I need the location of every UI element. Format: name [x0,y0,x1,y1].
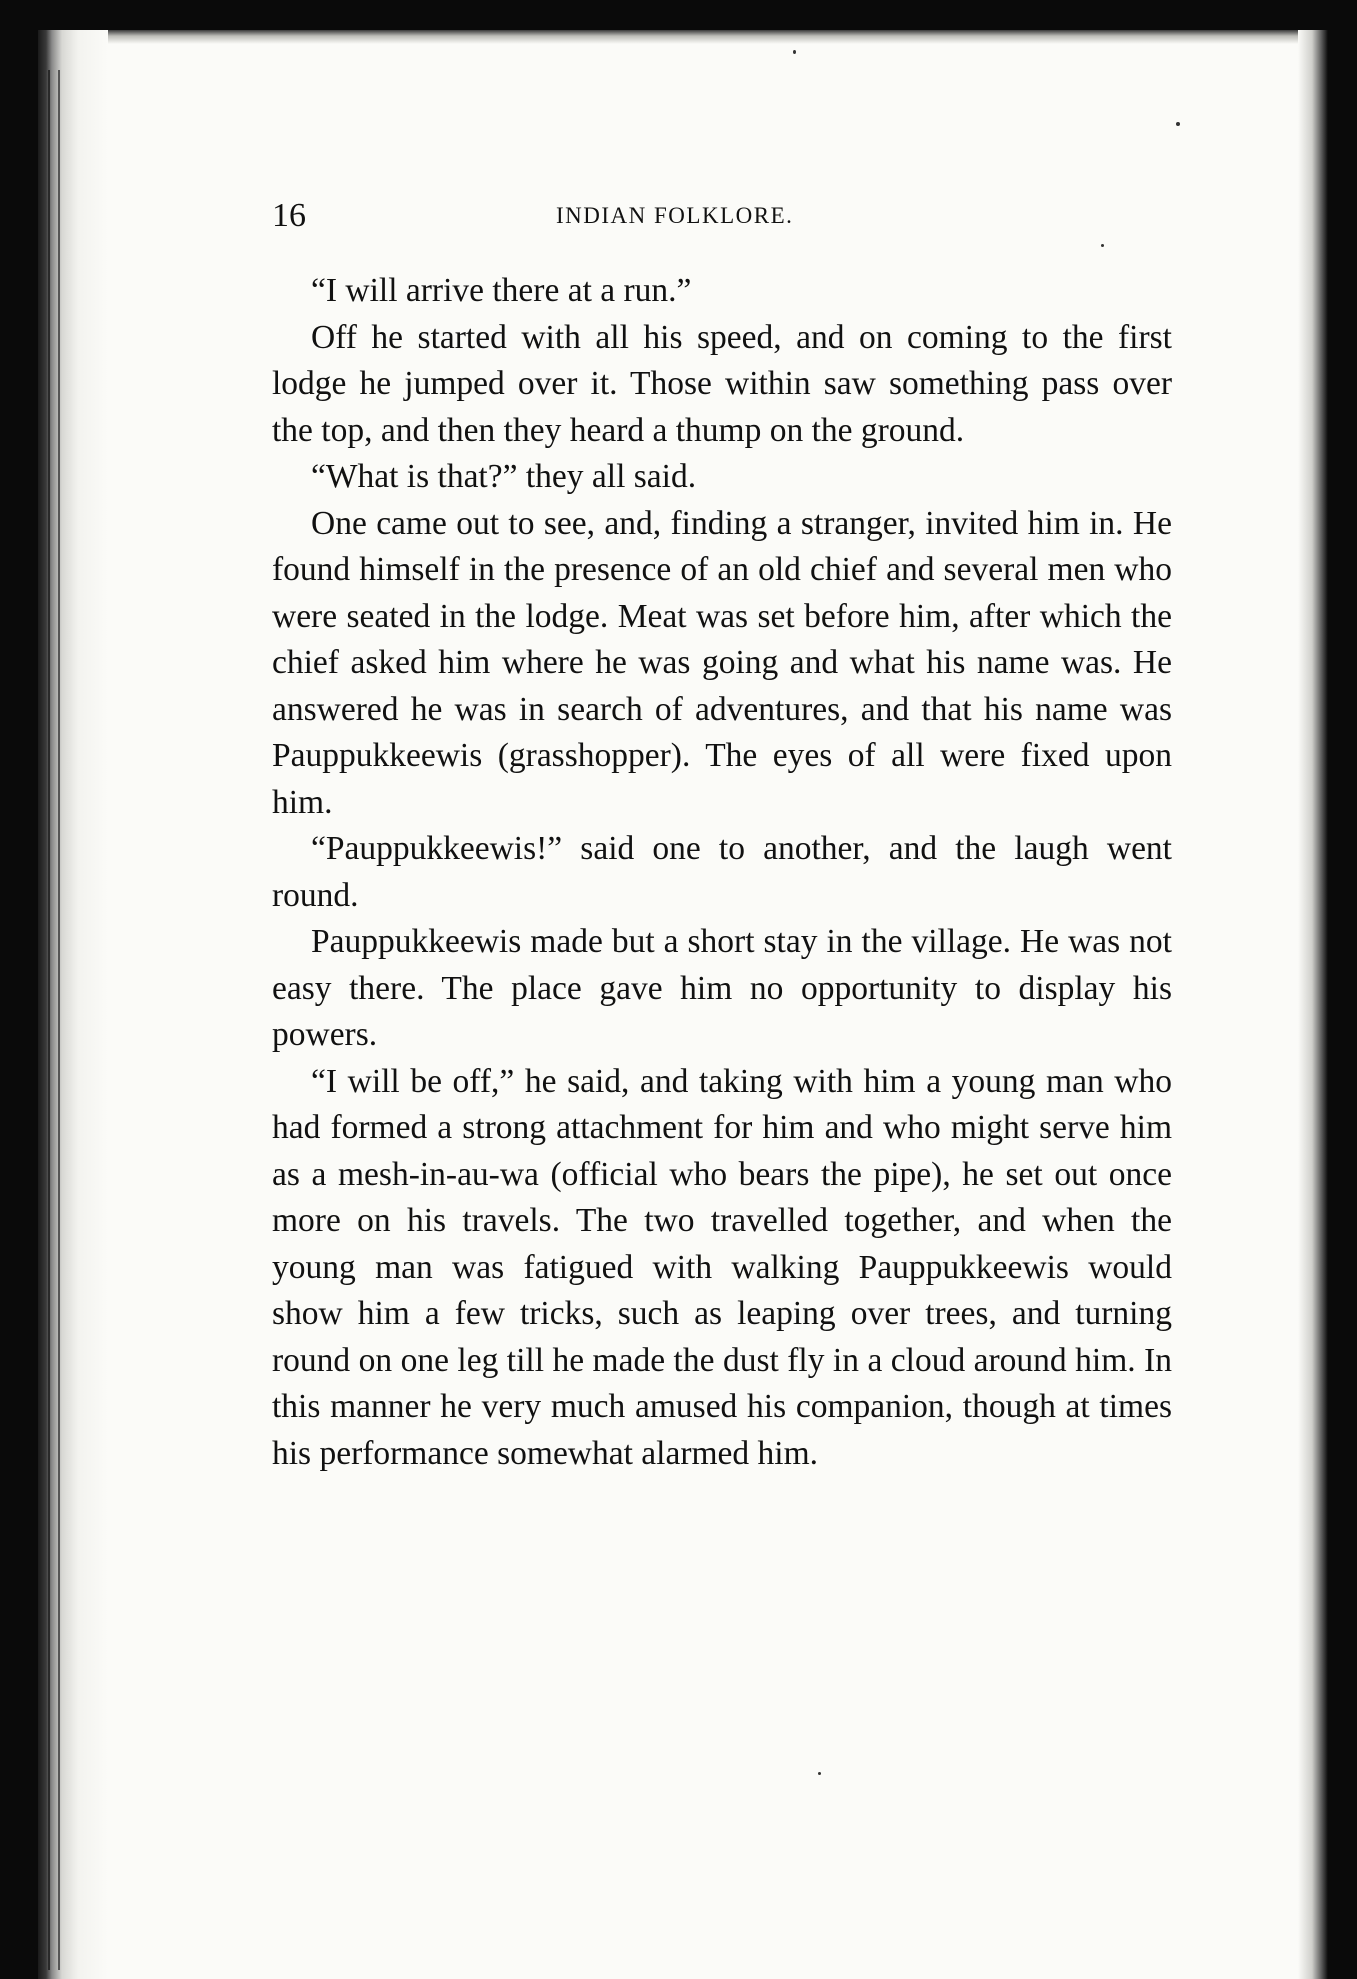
gutter-line [58,70,60,1970]
paragraph: Off he started with all his speed, and on coming to the first lodge he jumped over it. Those within saw something pass over the top, and then they heard a thump on the ground. [272,318,1172,449]
gutter-line [48,70,50,1970]
paragraph: “Pauppukkeewis!” said one to another, and the laugh went round. [272,830,1172,914]
body-text [272,268,1172,1477]
page-gutter [38,30,108,1979]
page-top-edge [38,30,1328,44]
paragraph: “I will arrive there at a run.” [311,272,692,309]
paragraph: “I will be off,” he said, and taking with him a young man who had formed a strong attachment for him and who might serve him as a mesh-in-au-wa (official who bears the pipe), he set out once more on his travels. The two travelled together, and when the young man was fatigued with walking Pauppukkeewis would show him a few tricks, such as leaping over trees, and turning round on one leg till he made the dust fly in a cloud around him. In this manner he very much amused his companion, though at times his performance somewhat alarmed him. [272,1062,1172,1472]
page-right-edge [1298,30,1328,1979]
page-header [272,192,872,240]
dust-speck [818,1772,821,1775]
running-title: INDIAN FOLKLORE. [556,203,794,228]
page-number: 16 [272,197,306,234]
dust-speck [1176,122,1180,126]
paragraph: Pauppukkeewis made but a short stay in the village. He was not easy there. The place gave him no opportunity to display his powers. [272,923,1172,1053]
paragraph: “What is that?” they all said. [311,458,697,495]
dust-speck [793,50,796,54]
paragraph: One came out to see, and, finding a stranger, invited him in. He found himself in the presence of an old chief and several men who were seated in the lodge. Meat was set before him, after which the chief asked him where he was going and what his name was. He answered he was in search of adventures, and that his name was Pauppukkeewis (grasshopper). The eyes of all were fixed upon him. [272,504,1172,821]
dust-speck [1101,244,1104,247]
